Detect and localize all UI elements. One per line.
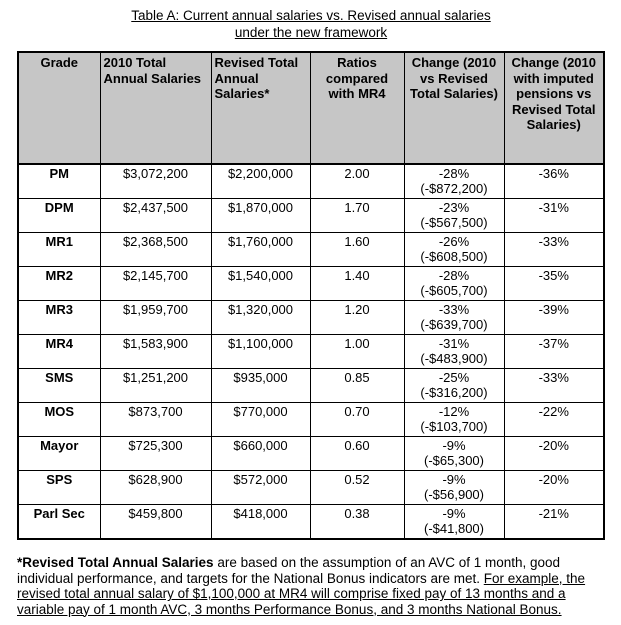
footnote-regular-text: are based on the assumption of an AVC of 1 month, good individual performance, and targets for the National Bonus indicators are met. xyxy=(17,555,561,586)
cell-salary-revised: $2,200,000 xyxy=(211,164,310,199)
change-percent: -26% xyxy=(438,234,470,249)
table-row xyxy=(18,403,604,437)
cell-grade: MR3 xyxy=(18,301,100,335)
cell-change xyxy=(404,369,504,403)
cell-ratio: 0.38 xyxy=(310,505,404,540)
column-header-salary-revised: Revised Total Annual Salaries* xyxy=(211,52,310,164)
cell-change-pension: -22% xyxy=(504,403,604,437)
cell-grade: PM xyxy=(18,164,100,199)
footnote-bold-text: *Revised Total Annual Salaries xyxy=(17,555,214,570)
cell-ratio: 1.40 xyxy=(310,267,404,301)
cell-change xyxy=(404,164,504,199)
cell-salary-2010: $2,437,500 xyxy=(100,199,211,233)
change-amount: (-$103,700) xyxy=(420,418,488,434)
table-title-line1: Table A: Current annual salaries vs. Revised annual salaries xyxy=(131,8,491,23)
column-header-change: Change (2010 vs Revised Total Salaries) xyxy=(404,52,504,164)
table-title xyxy=(17,7,605,41)
change-amount: (-$316,200) xyxy=(420,384,488,400)
cell-change xyxy=(404,471,504,505)
cell-ratio: 0.70 xyxy=(310,403,404,437)
cell-change-pension: -20% xyxy=(504,437,604,471)
footnote-underlined-text: For example, the revised total annual salary of $1,100,000 at MR4 will comprise fixed pay of 13 months and a variable pay of 1 month AVC, 3 months Performance Bonus, and 3 months National Bonus. xyxy=(17,570,586,617)
cell-change-pension: -31% xyxy=(504,199,604,233)
change-amount: (-$41,800) xyxy=(424,520,484,536)
cell-change xyxy=(404,199,504,233)
table-row xyxy=(18,471,604,505)
change-amount: (-$65,300) xyxy=(424,452,484,468)
cell-salary-revised: $1,320,000 xyxy=(211,301,310,335)
table-row xyxy=(18,199,604,233)
change-amount: (-$567,500) xyxy=(420,214,488,230)
cell-ratio: 0.52 xyxy=(310,471,404,505)
change-amount: (-$872,200) xyxy=(420,180,488,196)
change-percent: -12% xyxy=(438,404,470,419)
column-header-salary-2010: 2010 Total Annual Salaries xyxy=(100,52,211,164)
salaries-table xyxy=(17,51,605,540)
table-row xyxy=(18,437,604,471)
cell-grade: DPM xyxy=(18,199,100,233)
table-row xyxy=(18,301,604,335)
cell-grade: MOS xyxy=(18,403,100,437)
cell-salary-revised: $418,000 xyxy=(211,505,310,540)
cell-change-pension: -35% xyxy=(504,267,604,301)
change-percent: -28% xyxy=(438,268,470,283)
table-title-line2: under the new framework xyxy=(234,25,388,40)
cell-salary-revised: $1,540,000 xyxy=(211,267,310,301)
cell-change xyxy=(404,403,504,437)
cell-grade: Parl Sec xyxy=(18,505,100,540)
cell-salary-2010: $1,959,700 xyxy=(100,301,211,335)
cell-change-pension: -21% xyxy=(504,505,604,540)
cell-salary-2010: $873,700 xyxy=(100,403,211,437)
header-row xyxy=(18,52,604,164)
cell-change-pension: -37% xyxy=(504,335,604,369)
cell-change-pension: -33% xyxy=(504,233,604,267)
table-row xyxy=(18,369,604,403)
cell-change xyxy=(404,301,504,335)
change-percent: -9% xyxy=(442,438,466,453)
change-amount: (-$605,700) xyxy=(420,282,488,298)
change-percent: -25% xyxy=(438,370,470,385)
cell-salary-2010: $3,072,200 xyxy=(100,164,211,199)
cell-change xyxy=(404,335,504,369)
cell-grade: MR2 xyxy=(18,267,100,301)
cell-change xyxy=(404,233,504,267)
cell-grade: SMS xyxy=(18,369,100,403)
cell-change-pension: -33% xyxy=(504,369,604,403)
cell-salary-2010: $2,368,500 xyxy=(100,233,211,267)
change-percent: -28% xyxy=(438,166,470,181)
table-row xyxy=(18,335,604,369)
column-header-change-pension: Change (2010 with imputed pensions vs Revised Total Salaries) xyxy=(504,52,604,164)
change-amount: (-$483,900) xyxy=(420,350,488,366)
column-header-ratio: Ratios compared with MR4 xyxy=(310,52,404,164)
cell-grade: MR4 xyxy=(18,335,100,369)
table-row xyxy=(18,233,604,267)
cell-salary-2010: $459,800 xyxy=(100,505,211,540)
table-row xyxy=(18,267,604,301)
change-amount: (-$639,700) xyxy=(420,316,488,332)
cell-salary-revised: $660,000 xyxy=(211,437,310,471)
table-row xyxy=(18,164,604,199)
cell-ratio: 1.20 xyxy=(310,301,404,335)
cell-ratio: 2.00 xyxy=(310,164,404,199)
cell-change xyxy=(404,267,504,301)
cell-salary-2010: $1,583,900 xyxy=(100,335,211,369)
cell-ratio: 1.70 xyxy=(310,199,404,233)
cell-salary-revised: $770,000 xyxy=(211,403,310,437)
cell-salary-revised: $1,100,000 xyxy=(211,335,310,369)
footnote xyxy=(17,555,605,617)
cell-ratio: 0.85 xyxy=(310,369,404,403)
change-amount: (-$56,900) xyxy=(424,486,484,502)
cell-salary-revised: $572,000 xyxy=(211,471,310,505)
table-row xyxy=(18,505,604,540)
change-amount: (-$608,500) xyxy=(420,248,488,264)
change-percent: -9% xyxy=(442,506,466,521)
column-header-grade: Grade xyxy=(18,52,100,164)
cell-salary-revised: $1,870,000 xyxy=(211,199,310,233)
change-percent: -33% xyxy=(438,302,470,317)
cell-grade: Mayor xyxy=(18,437,100,471)
cell-change-pension: -39% xyxy=(504,301,604,335)
cell-salary-revised: $1,760,000 xyxy=(211,233,310,267)
cell-salary-revised: $935,000 xyxy=(211,369,310,403)
cell-change xyxy=(404,437,504,471)
cell-change-pension: -36% xyxy=(504,164,604,199)
cell-ratio: 0.60 xyxy=(310,437,404,471)
change-percent: -23% xyxy=(438,200,470,215)
cell-change-pension: -20% xyxy=(504,471,604,505)
cell-ratio: 1.60 xyxy=(310,233,404,267)
cell-ratio: 1.00 xyxy=(310,335,404,369)
cell-salary-2010: $1,251,200 xyxy=(100,369,211,403)
cell-grade: SPS xyxy=(18,471,100,505)
change-percent: -31% xyxy=(438,336,470,351)
cell-salary-2010: $725,300 xyxy=(100,437,211,471)
change-percent: -9% xyxy=(442,472,466,487)
cell-salary-2010: $628,900 xyxy=(100,471,211,505)
cell-salary-2010: $2,145,700 xyxy=(100,267,211,301)
cell-change xyxy=(404,505,504,540)
cell-grade: MR1 xyxy=(18,233,100,267)
